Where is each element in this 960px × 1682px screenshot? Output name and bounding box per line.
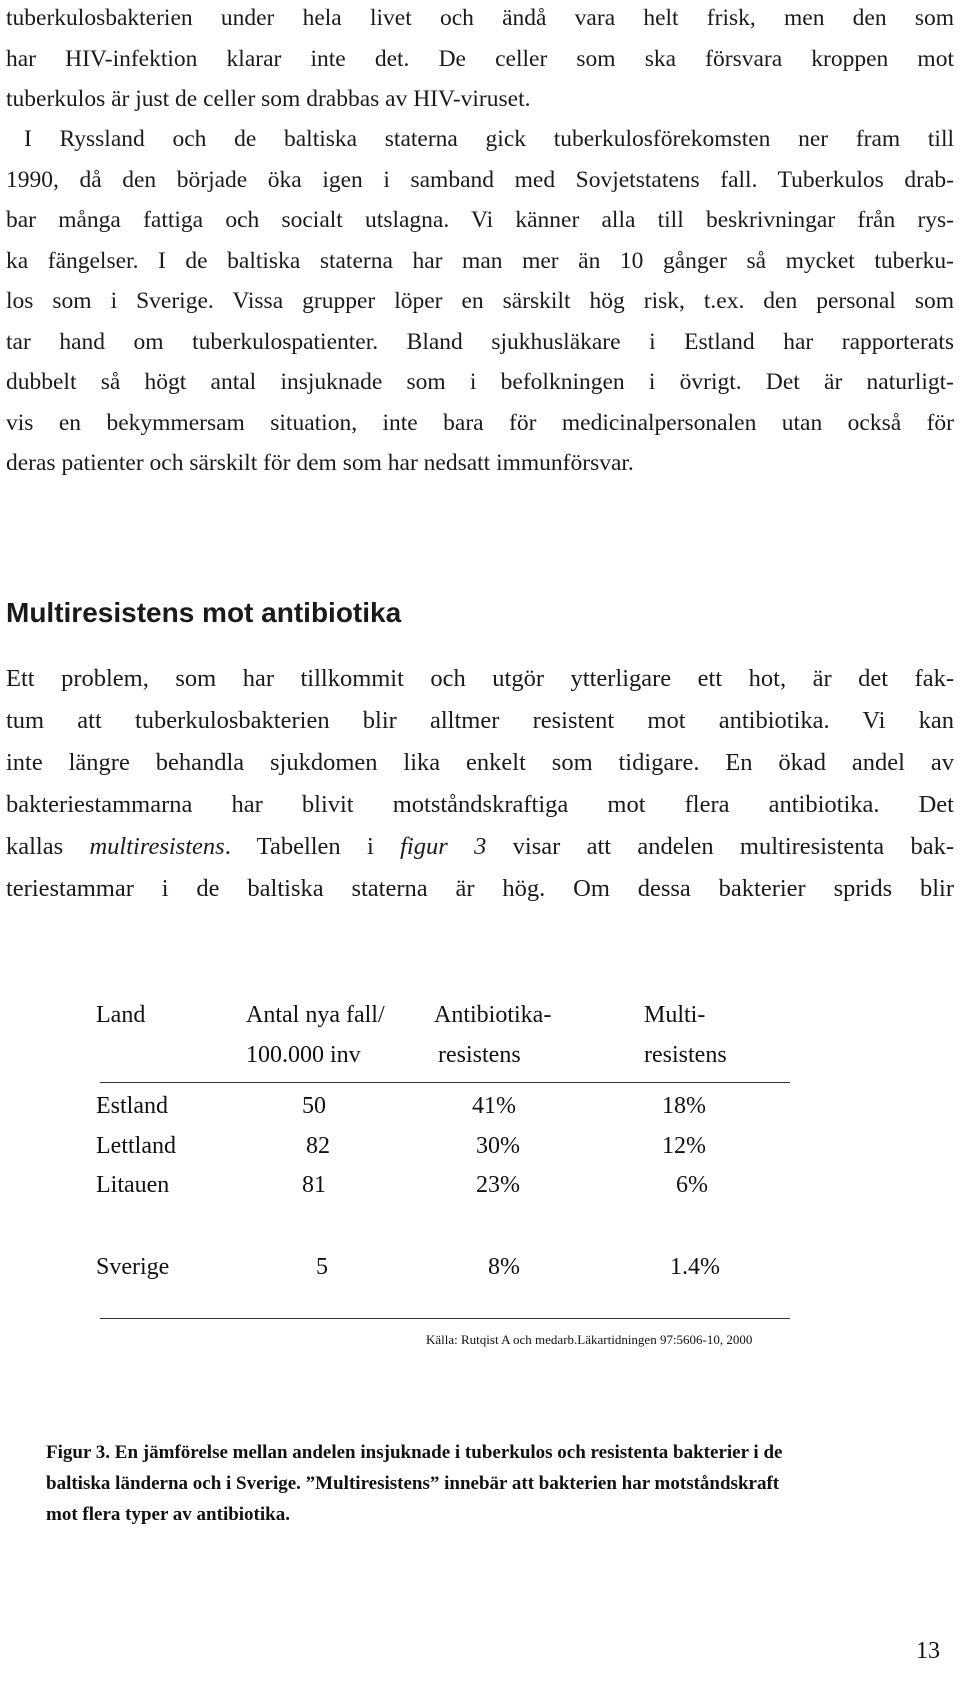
cell-antibiotic: 8% (488, 1254, 520, 1280)
text-line: los som i Sverige. Vissa grupper löper en särskilt hög risk, t.ex. den personal som (6, 288, 954, 314)
paragraph-russia-baltics (6, 119, 954, 484)
text-line: vis en bekymmersam situation, inte bara för medicinalpersonalen utan också för (6, 409, 954, 436)
cell-land: Lettland (96, 1133, 176, 1159)
text-fragment: visar att andelen multiresistenta bak- (486, 833, 954, 860)
cell-multi: 1.4% (670, 1254, 720, 1280)
cell-cases: 5 (316, 1254, 328, 1280)
header-multi-line2: resistens (644, 1042, 727, 1068)
text-line: teriestammar i de baltiska staterna är hög. Om dessa bakterier sprids blir (6, 875, 954, 902)
text-line: bar många fattiga och socialt utslagna. Vi känner alla till beskrivningar från rys- (6, 207, 954, 233)
cell-land: Estland (96, 1093, 168, 1119)
figure-3-table (96, 1000, 816, 1440)
cell-antibiotic: 41% (472, 1093, 516, 1119)
figure-reference: figur 3 (400, 833, 487, 860)
cell-antibiotic: 30% (476, 1133, 520, 1159)
caption-line: mot flera typer av antibiotika. (46, 1504, 290, 1525)
text-line: deras patienter och särskilt för dem som har nedsatt immunförsvar. (6, 450, 634, 476)
table-rule-bottom (100, 1318, 790, 1319)
header-antibiotic-line1: Antibiotika- (434, 1002, 552, 1028)
caption-line: baltiska länderna och i Sverige. ”Multiresistens” innebär att bakterien har motståndskraft (46, 1473, 780, 1494)
header-antibiotic-line2: resistens (438, 1042, 521, 1068)
cell-land: Litauen (96, 1172, 170, 1198)
header-multi-line1: Multi- (644, 1002, 706, 1028)
paragraph-multiresistance (6, 658, 954, 910)
paragraph-hiv (6, 0, 954, 120)
text-line: I Ryssland och de baltiska staterna gick tuberkulosförekomsten ner fram till (24, 126, 954, 152)
text-fragment: kallas (6, 833, 90, 860)
text-fragment: . Tabellen i (224, 833, 401, 860)
text-line: Ett problem, som har tillkommit och utgör ytterligare ett hot, är det fak- (6, 665, 954, 692)
text-line: tar hand om tuberkulospatienter. Bland sjukhusläkare i Estland har rapporterats (6, 328, 954, 355)
cell-multi: 18% (662, 1093, 706, 1119)
figure-label: Figur 3 (46, 1442, 106, 1463)
cell-antibiotic: 23% (476, 1172, 520, 1198)
text-line: inte längre behandla sjukdomen lika enkelt som tidigare. En ökad andel av (6, 749, 954, 776)
cell-land: Sverige (96, 1254, 170, 1280)
text-line: ka fängelser. I de baltiska staterna har man mer än 10 gånger så mycket tuberku- (6, 247, 954, 274)
text-line: dubbelt så högt antal insjuknade som i befolkningen i övrigt. Det är naturligt- (6, 369, 954, 395)
text-line: tum att tuberkulosbakterien blir alltmer resistent mot antibiotika. Vi kan (6, 707, 954, 734)
caption-line: . En jämförelse mellan andelen insjuknade i tuberkulos och resistenta bakterier i de (105, 1442, 783, 1463)
table-rule-top (100, 1082, 790, 1083)
text-line: tuberkulosbakterien under hela livet och ändå vara helt frisk, men den som (6, 5, 954, 31)
section-heading: Multiresistens mot antibiotika (6, 597, 402, 628)
text-line-with-emphasis (6, 826, 954, 868)
text-line: har HIV-infektion klarar inte det. De celler som ska försvara kroppen mot (6, 45, 954, 72)
cell-multi: 12% (662, 1133, 706, 1159)
text-line: 1990, då den började öka igen i samband med Sovjetstatens fall. Tuberkulos drab- (6, 166, 954, 193)
cell-cases: 82 (306, 1133, 330, 1159)
header-land: Land (96, 1002, 146, 1028)
figure-caption (46, 1437, 946, 1530)
text-line: bakteriestammarna har blivit motståndskraftiga mot flera antibiotika. Det (6, 791, 954, 818)
table-source: Källa: Rutqist A och medarb.Läkartidningen 97:5606-10, 2000 (426, 1332, 753, 1347)
cell-cases: 81 (302, 1172, 326, 1198)
emphasis-term: multiresistens (89, 833, 225, 860)
page-number: 13 (916, 1638, 940, 1664)
cell-multi: 6% (676, 1172, 708, 1198)
header-cases-line2: 100.000 inv (246, 1042, 361, 1068)
header-cases-line1: Antal nya fall/ (246, 1002, 385, 1028)
text-line: tuberkulos är just de celler som drabbas av HIV-viruset. (6, 86, 531, 112)
cell-cases: 50 (302, 1093, 326, 1119)
